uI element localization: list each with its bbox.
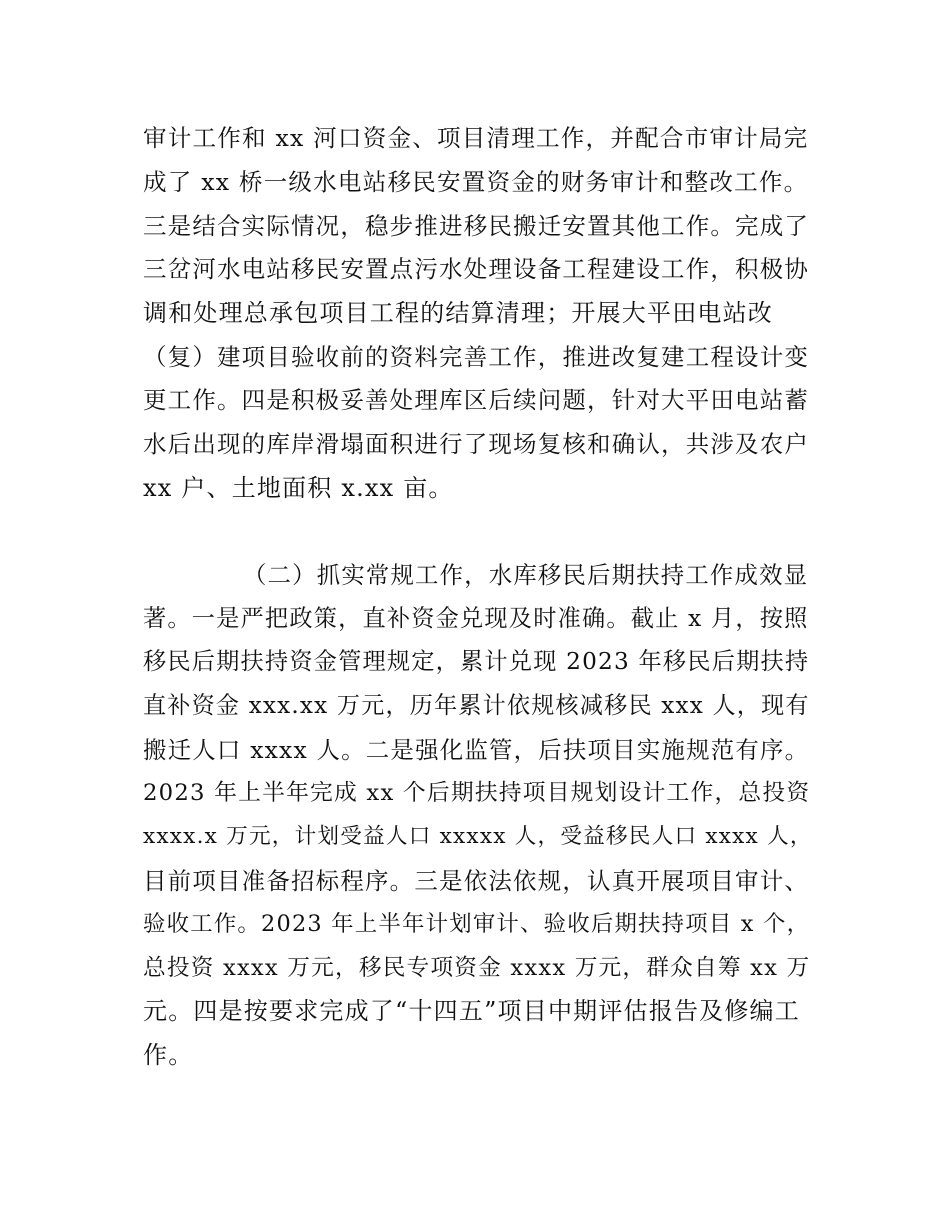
text-line: 总投资 xxxx 万元，移民专项资金 xxxx 万元，群众自筹 xx 万 — [143, 955, 811, 981]
text-line: 更工作。四是积极妥善处理库区后续问题，针对大平田电站蓄 — [143, 386, 810, 414]
text-line: 2023 年上半年完成 xx 个后期扶持项目规划设计工作，总投资 — [143, 780, 811, 806]
text-line: 成了 xx 桥一级水电站移民安置资金的财务审计和整改工作。 — [143, 168, 809, 196]
text-line: 直补资金 xxx.xx 万元，历年累计依规核减移民 xxx 人，现有 — [143, 693, 810, 719]
text-line: 审计工作和 xx 河口资金、项目清理工作，并配合市审计局完 — [143, 124, 809, 152]
text-line: 元。四是按要求完成了“十四五”项目中期评估报告及修编工 — [143, 997, 800, 1025]
text-line: xxxx.x 万元，计划受益人口 xxxxx 人，受益移民人口 xxxx 人， — [143, 824, 813, 849]
text-line: 作。 — [143, 1041, 194, 1069]
text-line: （二）抓实常规工作，水库移民后期扶持工作成效显 — [243, 561, 809, 589]
text-line: 水后出现的库岸滑塌面积进行了现场复核和确认，共涉及农户 — [143, 430, 810, 458]
text-line: 三是结合实际情况，稳步推进移民搬迁安置其他工作。完成了 — [143, 212, 810, 240]
text-line: 搬迁人口 xxxx 人。二是强化监管，后扶项目实施规范有序。 — [143, 736, 810, 764]
text-line: 三岔河水电站移民安置点污水处理设备工程建设工作，积极协 — [143, 255, 810, 283]
text-line: （复）建项目验收前的资料完善工作，推进改复建工程设计变 — [143, 343, 810, 371]
text-line: 调和处理总承包项目工程的结算清理；开展大平田电站改 — [143, 299, 773, 327]
text-line: 移民后期扶持资金管理规定，累计兑现 2023 年移民后期扶持 — [143, 648, 810, 675]
text-line: 验收工作。2023 年上半年计划审计、验收后期扶持项目 x 个， — [143, 911, 811, 937]
text-line: xx 户、土地面积 x.xx 亩。 — [143, 474, 454, 502]
text-line: 著。一是严把政策，直补资金兑现及时准确。截止 x 月，按照 — [143, 605, 809, 632]
text-line: 目前项目准备招标程序。三是依法依规，认真开展项目审计、 — [143, 867, 810, 895]
